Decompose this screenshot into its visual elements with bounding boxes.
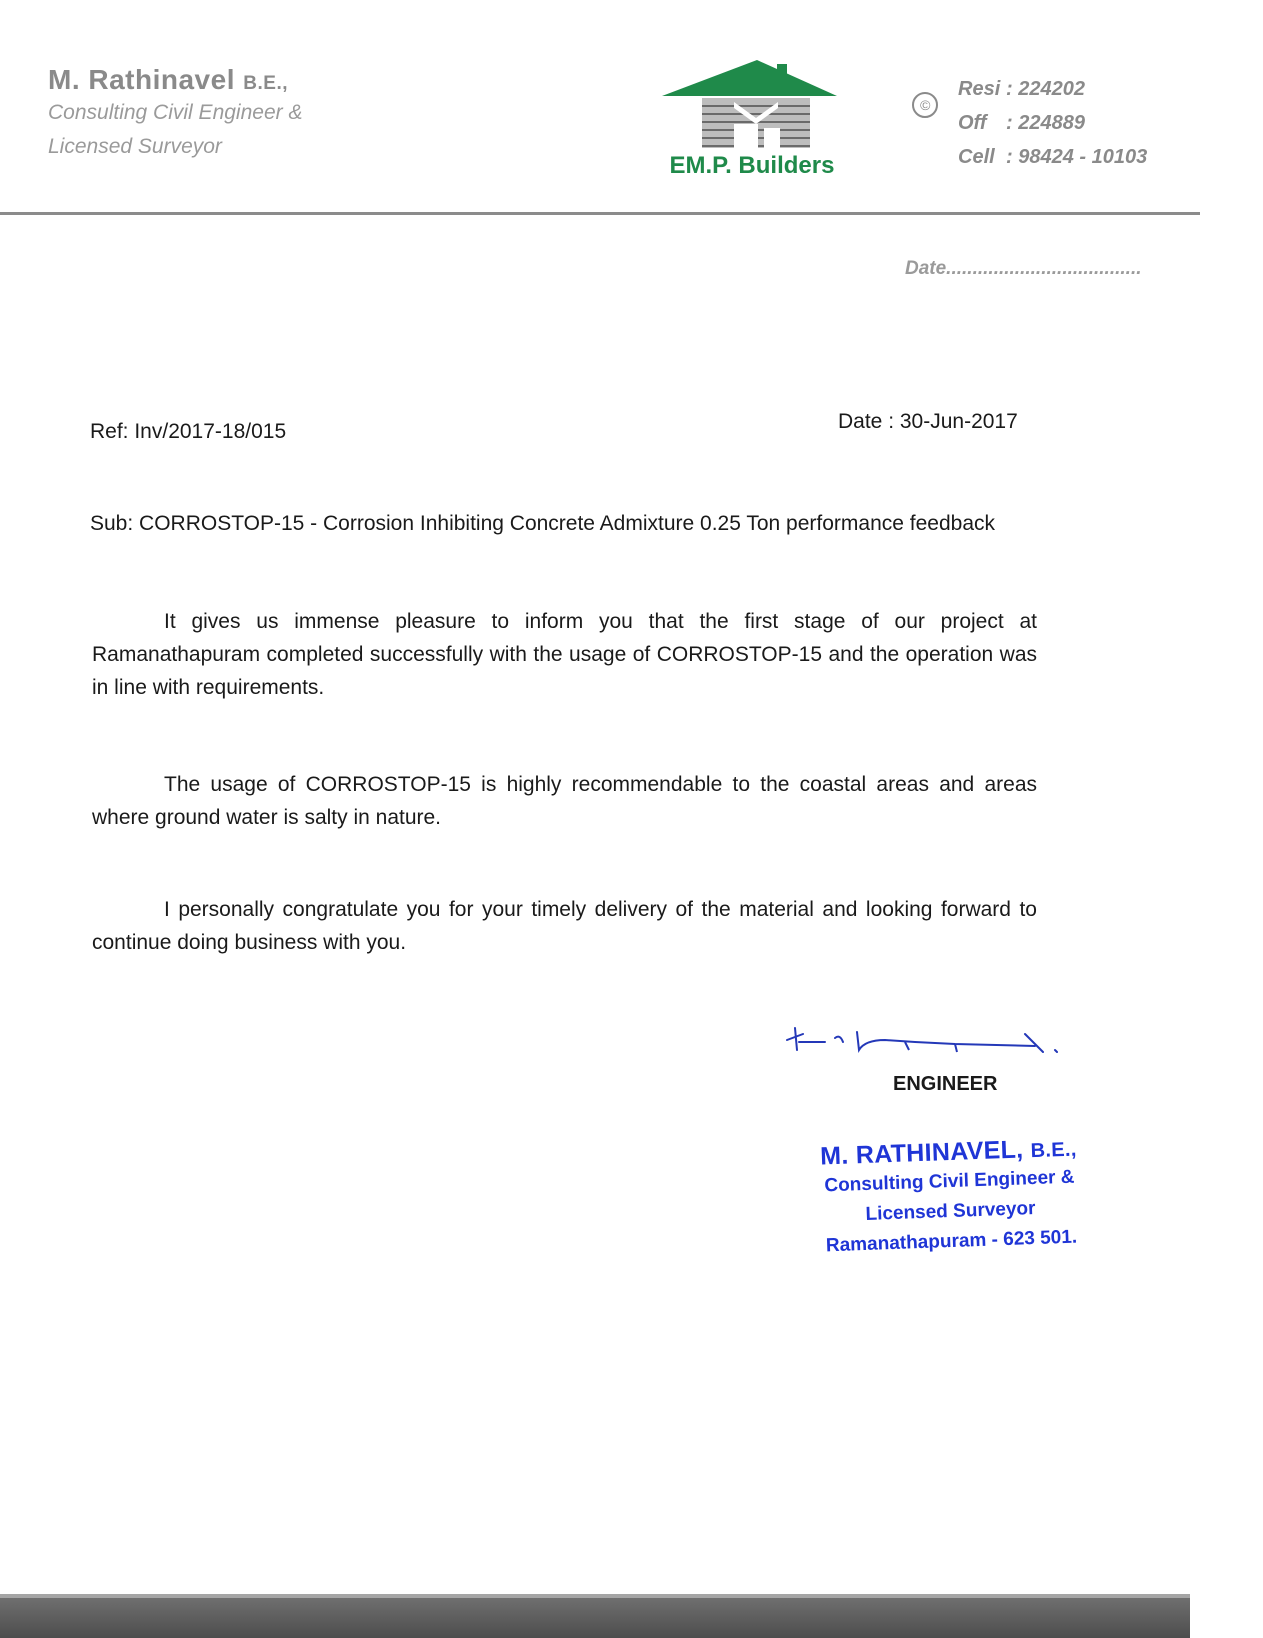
phone-circle-icon: ©	[912, 92, 938, 118]
contact-cell: Cell : 98424 - 10103	[958, 146, 1148, 168]
letterhead-sender	[48, 64, 388, 164]
engineer-stamp	[803, 1133, 1097, 1262]
sender-title-line2: Licensed Surveyor	[48, 135, 222, 158]
letterhead-date-field: Date.....................................	[905, 258, 1142, 279]
sender-title-line1: Consulting Civil Engineer &	[48, 101, 303, 124]
sender-name	[48, 64, 388, 96]
reference-number: Ref: Inv/2017-18/015	[90, 420, 287, 443]
signatory-role: ENGINEER	[893, 1073, 998, 1095]
paragraph-3: I personally congratulate you for your timely delivery of the material and looking forward to continue doing business with you.	[92, 898, 1037, 954]
stamp-line-3: Ramanathapuram - 623 501.	[825, 1226, 1078, 1257]
header-divider	[0, 212, 1200, 215]
paragraph-1: It gives us immense pleasure to inform you that the first stage of our project at Ramanathapuram completed successfully with the usage of CORROSTOP-15 and the operation was in line with requirements.	[92, 610, 1037, 699]
contact-off: Off : 224889	[958, 112, 1085, 134]
footer-band	[0, 1598, 1190, 1638]
paragraph-2: The usage of CORROSTOP-15 is highly recommendable to the coastal areas and areas where ground water is salty in nature.	[92, 773, 1037, 829]
stamp-line-1: Consulting Civil Engineer &	[824, 1166, 1075, 1197]
letter-subject: Sub: CORROSTOP-15 - Corrosion Inhibiting Concrete Admixture 0.25 Ton performance feedback	[90, 512, 995, 535]
logo-text: EM.P. Builders	[669, 152, 835, 179]
letter-date: Date : 30-Jun-2017	[838, 410, 1018, 433]
sender-degree: B.E.,	[243, 73, 288, 94]
contact-resi: Resi : 224202	[958, 78, 1085, 100]
stamp-name: M. RATHINAVEL, B.E.,	[819, 1135, 1078, 1171]
handwritten-signature-icon	[785, 1022, 1085, 1062]
sender-name-text: M. Rathinavel	[48, 64, 235, 95]
stamp-line-2: Licensed Surveyor	[865, 1198, 1036, 1225]
